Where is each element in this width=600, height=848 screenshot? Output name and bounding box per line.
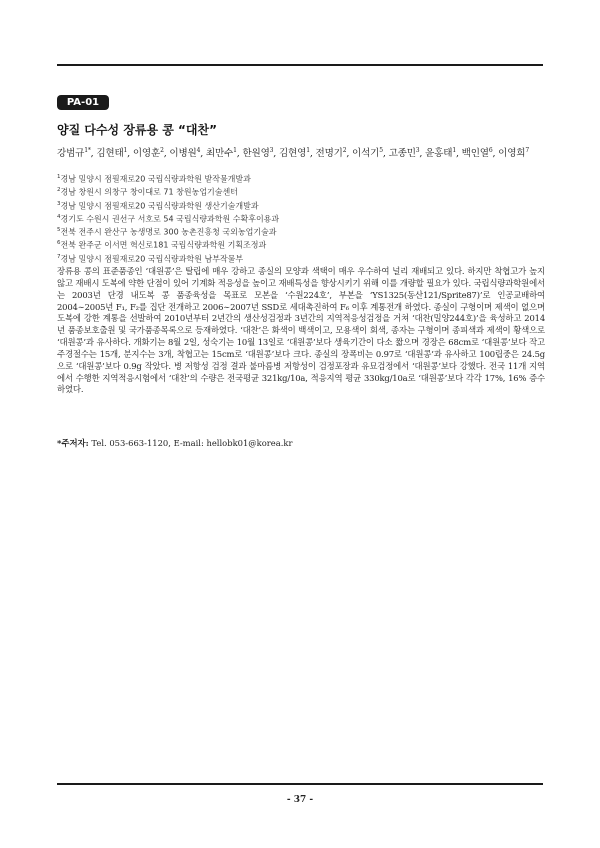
author: 전명기$^2$	[315, 146, 347, 159]
author: 김현영$^1$	[278, 146, 310, 159]
contact-details: Tel. 053-663-1120, E-mail: hellobk01@korea.kr	[91, 438, 293, 448]
bottom-rule	[57, 783, 543, 785]
author: 윤홍태$^1$	[425, 146, 456, 159]
author: 고종민$^3$	[388, 146, 420, 159]
affiliation: $^6$전북 완주군 이서면 혁신로181 국립식량과학원 기획조정과	[57, 240, 267, 250]
page-number: - 37 -	[286, 795, 314, 805]
affiliation: $^5$전북 전주시 완산구 농생명로 300 농촌진흥청 국외농업기술과	[57, 227, 277, 237]
author: 백인열$^6$	[461, 146, 493, 159]
author-list: 강범규$^{1*}$, 김현태$^1$, 이영훈$^2$, 이병원$^4$, 최만수$^1$, 한원영$^3$, 김현영$^1$, 전명기$^2$, 이석기$^5$, 고종민$^3$, 윤홍태$^1$, 백인열$^6$, 이영희$^7$	[57, 146, 529, 159]
corresponding-author	[57, 437, 293, 449]
top-rule	[57, 64, 543, 66]
author: 이영훈$^2$	[132, 146, 164, 159]
affiliation-list	[57, 172, 547, 265]
paper-title: 양질 다수성 장류용 콩 “대찬”	[57, 123, 217, 137]
affiliation: $^7$경남 밀양시 점필재로20 국립식량과학원 남부작물부	[57, 253, 244, 264]
author: 이석기$^5$	[352, 146, 383, 159]
abstract-id-badge: PA-01	[57, 95, 109, 110]
contact-label: *주저자:	[57, 438, 89, 448]
author: 한원영$^3$	[242, 146, 274, 159]
affiliation: $^1$경남 밀양시 점필재로20 국립식량과학원 밭작물개발과	[57, 174, 251, 184]
author: 최만수$^1$	[205, 146, 237, 159]
affiliation: $^3$경남 밀양시 점필재로20 국립식량과학원 생산기술개발과	[57, 200, 259, 211]
author: 강범규$^{1*}$	[57, 146, 91, 159]
affiliation: $^4$경기도 수원시 권선구 서호로 54 국립식량과학원 수확후이용과	[57, 213, 280, 224]
affiliation: $^2$경남 창원시 의창구 창이대로 71 창원농업기술센터	[57, 187, 238, 197]
author: 이병원$^4$	[169, 146, 201, 159]
author: 이영희$^7$	[498, 146, 529, 159]
author: 김현태$^1$	[96, 146, 128, 159]
abstract-body: 장류용 콩의 표준품종인 ‘대원콩’은 탈립에 매우 강하고 종실의 모양과 색택이 매우 우수하여 널리 재배되고 있다. 하지만 착협고가 높지 않고 재배시 도복에 약한 단점이 있어 기계화 적응성을 높이고 재배특성을 향상시키기 위해 이를 개량할 필요가 있다. 국립식량과학원에서는 2003년 단경 내도복 콩 품종육성을 목표로 모본을 ‘수원224호’, 부본을 ‘YS1325(동산121/Sprite87)’로 인공교배하여 2004∼2005년 F₁, F₂를 집단 전개하고 2006∼2007년 SSD로 세대촉진하여 F₆ 이후 계통전개 하였다. 종실이 구형이며 제색이 없으며 도복에 강한 계통을 선발하여 2010년부터 2년간의 생산성검정과 3년간의 지역적응성검정을 거쳐 ‘대찬(밀양244호)’을 육성하고 2014년 품종보호출원 및 국가품종목록으로 등재하였다. ‘대찬’은 화색이 백색이고, 모용색이 회색, 종자는 구형이며 종피색과 제색이 황색으로 ‘대원콩’과 유사하다. 개화기는 8월 2일, 성숙기는 10월 13일로 ‘대원콩’보다 생육기간이 다소 짧으며 경장은 68cm로 ‘대원콩’보다 작고 주경절수는 15개, 분지수는 3개, 착협고는 15cm로 ‘대원콩’보다 크다. 종실의 장폭비는 0.97로 ‘대원콩’과 유사하고 100립중은 24.5g으로 ‘대원콩’보다 0.9g 작았다. 병 저항성 검정 결과 불마름병 저항성이 검정포장과 유묘검정에서 ‘대원콩’보다 강했다. 전국 11개 지역에서 수행한 지역적응시험에서 ‘대찬’의 수량은 전국평균 321kg/10a, 적응지역 평균 330kg/10a로 ‘대원콩’보다 각각 17%, 16% 증수하였다.	[57, 266, 545, 395]
